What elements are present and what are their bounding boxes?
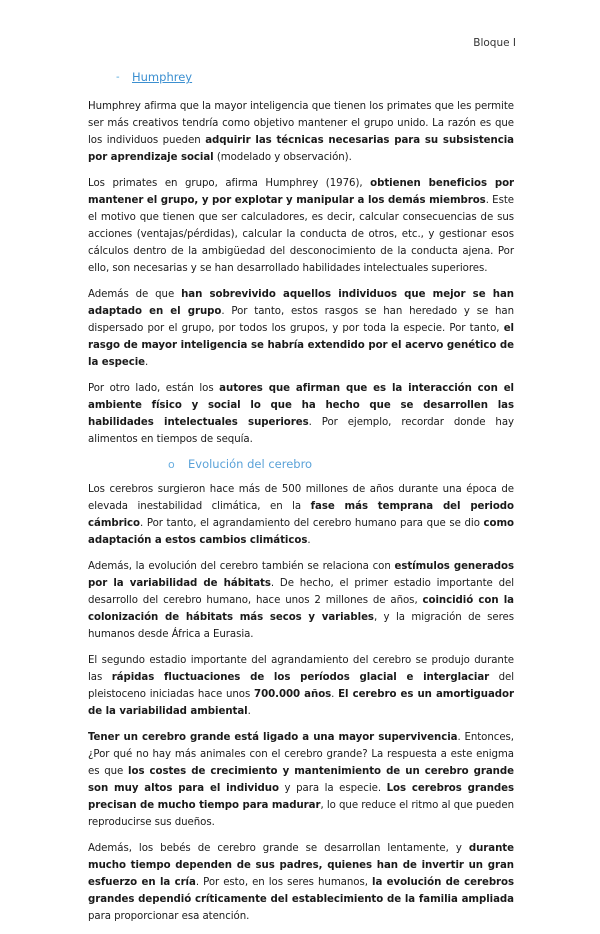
bold-text: El cerebro es un amortiguador de la variabilidad ambiental [88, 689, 514, 717]
bold-text: rápidas fluctuaciones de los períodos glacial e interglaciar [111, 672, 490, 683]
paragraph [88, 286, 514, 371]
text-run: . Entonces, ¿Por qué no hay más animales con el cerebro grande? La respuesta a este enigma es que [88, 732, 514, 777]
paragraph [88, 98, 514, 166]
paragraph [88, 558, 514, 643]
text-run: , y la migración de seres humanos desde África a Eurasia. [88, 612, 514, 640]
bold-text: adquirir las técnicas necesarias para su subsistencia por aprendizaje social [88, 135, 514, 163]
bold-text: Los cerebros grandes precisan de mucho tiempo para madurar [88, 783, 515, 811]
text-run: del pleistoceno iniciadas hace unos [88, 672, 515, 700]
text-run: . [145, 357, 149, 368]
dash-bullet-icon: - [116, 71, 120, 83]
text-run: , lo que reduce el ritmo al que pueden reproducirse sus dueños. [88, 800, 514, 828]
text-run: . Este el motivo que tienen que ser calculadores, es decir, calcular consecuencias de sus acciones (ventajas/pérdidas), calcular la conducta de otros, etc., y gestionar esos cálculos dentro de la ambigüedad del desconocimiento de la conducta ajena. Por ello, son necesarias y se han desarrollado habilidades intelectuales superiores. [88, 195, 514, 274]
text-run: Los cerebros surgieron hace más de 500 millones de años durante una época de elevada inestabilidad climática, en la [88, 484, 514, 512]
paragraph [88, 481, 514, 549]
section-heading-humphrey [116, 70, 514, 84]
paragraph [88, 175, 514, 277]
bold-text: Tener un cerebro grande está ligado a una mayor supervivencia [88, 732, 458, 743]
bold-text: 700.000 años [254, 689, 332, 700]
text-run: Por otro lado, están los [88, 383, 220, 394]
paragraph [88, 652, 514, 720]
section-title[interactable]: Humphrey [132, 70, 193, 84]
bold-text: autores que afirman que es la interacción con el ambiente físico y social lo que ha hecho que se desarrollen las habilidades intelectuales superiores [88, 383, 514, 428]
text-run: Además, los bebés de cerebro grande se desarrollan lentamente, y [88, 843, 469, 854]
bold-text: durante mucho tiempo dependen de sus padres, quienes han de invertir un gran esfuerzo en la cría [88, 843, 514, 888]
bold-text: coincidió con la colonización de hábitats más secos y variables [88, 595, 514, 623]
bold-text: fase más temprana del periodo cámbrico [88, 501, 514, 529]
bold-text: estímulos generados por la variabilidad de hábitats [88, 561, 514, 589]
text-run: . Por tanto, estos rasgos se han heredado y se han dispersado por el grupo, por todos los grupos, y por toda la especie. Por tanto, [88, 306, 515, 334]
document-body [88, 70, 514, 934]
text-run: (modelado y observación). [213, 152, 352, 163]
paragraph [88, 380, 514, 448]
text-run: El segundo estadio importante del agrandamiento del cerebro se produjo durante las [88, 655, 514, 683]
text-run: para proporcionar esa atención. [88, 911, 250, 922]
bold-text: como adaptación a estos cambios climáticos [88, 518, 514, 546]
paragraph [88, 729, 514, 831]
section-title: Evolución del cerebro [188, 457, 313, 471]
text-run: Además de que [88, 289, 182, 300]
text-run: Además, la evolución del cerebro también se relaciona con [88, 561, 395, 572]
text-run: . [247, 706, 251, 717]
bold-text: la evolución de cerebros grandes dependió críticamente del establecimiento de la familia ampliada [88, 877, 514, 905]
text-run: . De hecho, el primer estadio importante del desarrollo del cerebro humano, hace unos 2 millones de años, [88, 578, 515, 606]
text-run: y para la especie. [278, 783, 387, 794]
section-evolucion-text [88, 481, 514, 925]
text-run: . [307, 535, 311, 546]
text-run: . Por ejemplo, recordar donde hay alimentos en tiempos de sequía. [88, 417, 514, 445]
bold-text: los costes de crecimiento y mantenimiento de un cerebro grande son muy altos para el individuo [88, 766, 514, 794]
paragraph [88, 840, 514, 925]
text-run: . Por tanto, el agrandamiento del cerebro humano para que se dio [139, 518, 484, 529]
text-run: . Por esto, en los seres humanos, [195, 877, 372, 888]
circle-bullet-icon: o [168, 457, 175, 471]
bold-text: han sobrevivido aquellos individuos que mejor se han adaptado en el grupo [88, 289, 514, 317]
section-heading-evolucion [168, 457, 514, 471]
page-header-label: Bloque I [473, 37, 516, 49]
bold-text: el rasgo de mayor inteligencia se habría extendido por el acervo genético de la especie [88, 323, 514, 368]
bold-text: obtienen beneficios por mantener el grupo, y por explotar y manipular a los demás miembros [88, 178, 515, 206]
text-run: . [331, 689, 339, 700]
text-run: Humphrey afirma que la mayor inteligencia que tienen los primates que les permite ser más creativos tendría como objetivo mantener el grupo unido. La razón es que los individuos pueden [88, 101, 514, 146]
section-humphrey-text [88, 98, 514, 448]
text-run: Los primates en grupo, afirma Humphrey (1976), [88, 178, 371, 189]
